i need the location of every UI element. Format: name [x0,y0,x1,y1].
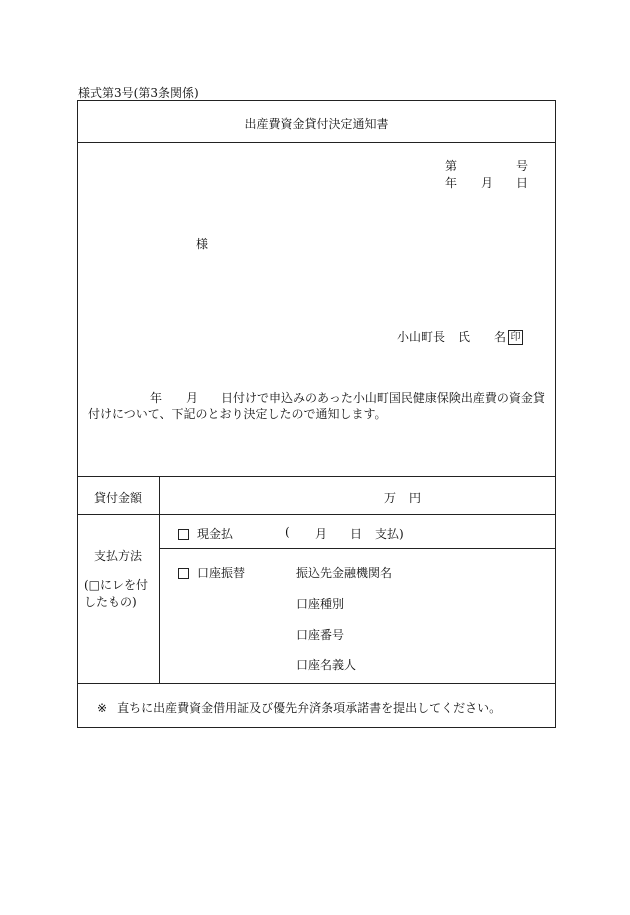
doc-number-dai: 第 [445,159,458,173]
cash-day: 日 [350,527,363,541]
payment-note-line2: したもの) [84,595,137,609]
footer-note [97,699,501,716]
transfer-field-account-type: 口座種別 [296,597,345,611]
cash-option[interactable] [178,525,233,542]
transfer-field-account-number: 口座番号 [296,628,345,642]
note-text: 直ちに出産費資金借用証及び優先弁済条項承諾書を提出してください。 [117,701,502,715]
amount-divider [77,514,556,515]
body-month: 月 [186,391,199,405]
transfer-field-account-holder: 口座名義人 [296,658,357,672]
loan-amount-man: 万 [384,491,397,505]
body-year: 年 [150,391,163,405]
transfer-label: 口座振替 [197,566,246,580]
cash-paren-open: ( [285,525,290,539]
seal-mark: 印 [508,330,523,345]
payment-note-line1: (□にレを付 [84,578,149,592]
cash-label: 現金払 [197,527,234,541]
body-line1: 日付けで申込みのあった小山町国民健康保険出産費の資金貸 [221,391,545,405]
date-year: 年 [445,176,458,190]
cash-pay: 支払) [375,527,404,541]
issuer-line [397,328,523,345]
loan-amount-label: 貸付金額 [93,491,142,505]
transfer-option[interactable] [178,564,245,581]
payment-bottom-divider [77,683,556,684]
payment-method-label: 支払方法 [93,549,142,563]
addressee-suffix: 様 [196,237,209,251]
transfer-checkbox[interactable] [178,568,189,579]
document-title: 出産費資金貸付決定通知書 [244,117,389,131]
transfer-field-bank: 振込先金融機関名 [296,566,393,580]
cash-month: 月 [315,527,328,541]
issuer-mei: 名 [494,330,507,344]
form-label: 様式第3号(第3条関係) [78,86,199,100]
date-month: 月 [481,176,494,190]
body-line2: 付けについて、下記のとおり決定したので通知します。 [88,407,387,421]
date-day: 日 [516,176,529,190]
cash-checkbox[interactable] [178,529,189,540]
doc-number-go: 号 [516,159,529,173]
issuer-title: 小山町長 [397,330,446,344]
payment-option-divider [159,548,556,549]
note-mark: ※ [97,701,108,715]
title-divider [77,142,556,143]
loan-amount-en: 円 [409,491,422,505]
issuer-shi: 氏 [458,330,471,344]
body-divider [77,476,556,477]
label-column-divider [159,476,160,683]
